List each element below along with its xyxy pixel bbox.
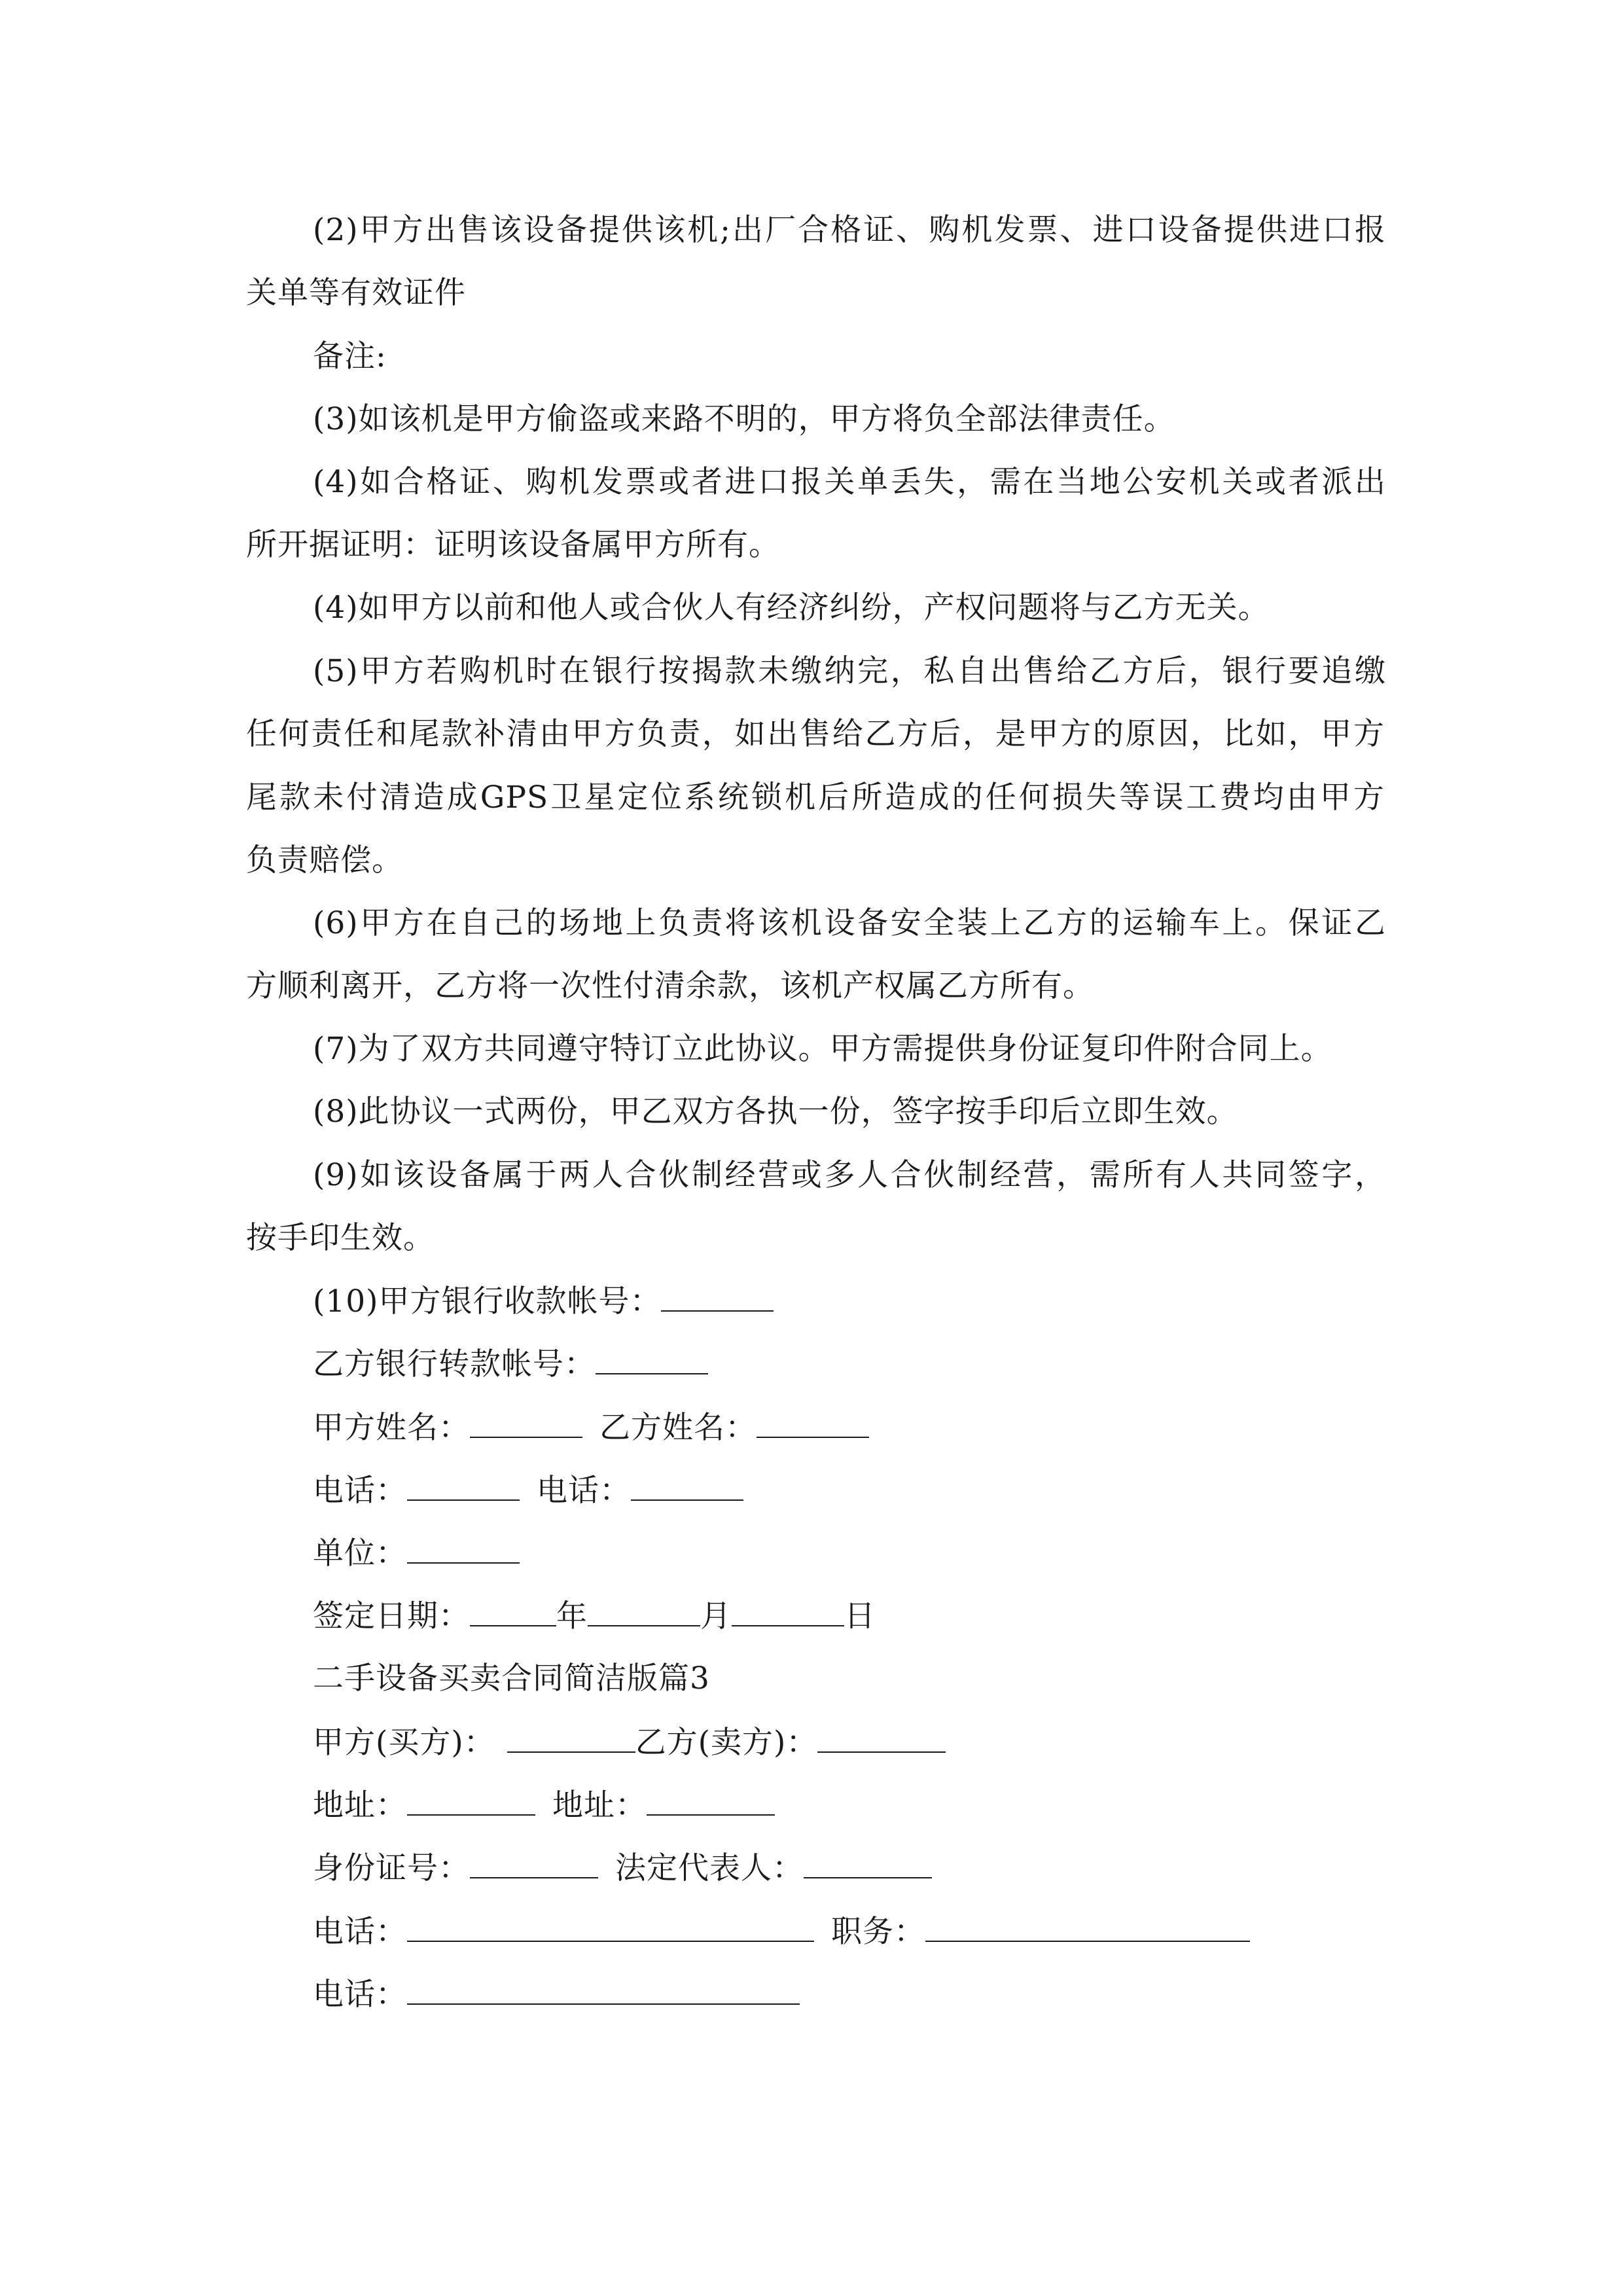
section3-phone-2-label: 电话： [313, 1977, 407, 2013]
position-label: 职务： [831, 1914, 925, 1950]
legal-rep-blank[interactable] [804, 1848, 932, 1878]
day-label: 日 [844, 1598, 876, 1634]
clause-4a-line-2: 所开据证明：证明该设备属甲方所有。 [246, 527, 780, 563]
clause-5-line-3: 尾款未付清造成GPS卫星定位系统锁机后所造成的任何损失等误工费均由甲方 [246, 780, 1385, 816]
party-a-buyer-label: 甲方(买方)： [313, 1725, 495, 1761]
id-number-blank[interactable] [470, 1848, 598, 1878]
clause-5-line-4: 负责赔偿。 [246, 842, 403, 878]
sign-year-blank[interactable] [470, 1596, 556, 1626]
phones-row [313, 1471, 1386, 1510]
party-b-name-blank[interactable] [757, 1408, 869, 1438]
party-b-name-label: 乙方姓名： [599, 1410, 757, 1446]
party-names-row [313, 1408, 1386, 1447]
party-b-bank-account-blank[interactable] [596, 1344, 708, 1374]
clause-2-line-2: 关单等有效证件 [246, 275, 466, 311]
phone-2-label: 电话： [537, 1473, 631, 1509]
section3-phone-1-blank[interactable] [407, 1912, 814, 1942]
clause-9-line-1: (9)如该设备属于两人合伙制经营或多人合伙制经营，需所有人共同签字， [313, 1157, 1386, 1193]
phone-2-row [313, 1975, 1386, 2014]
phone-1-blank[interactable] [407, 1471, 520, 1501]
party-b-seller-blank[interactable] [817, 1723, 946, 1753]
address-2-blank[interactable] [647, 1785, 775, 1816]
party-b-bank-account-label: 乙方银行转款帐号： [313, 1346, 596, 1382]
clause-4a-line-1: (4)如合格证、购机发票或者进口报关单丢失，需在当地公安机关或者派出 [313, 464, 1386, 500]
section3-phone-1-label: 电话： [313, 1914, 407, 1950]
parties-row [313, 1723, 1386, 1762]
party-a-bank-account-blank[interactable] [661, 1282, 774, 1312]
clause-6-line-2: 方顺利离开，乙方将一次性付清余款，该机产权属乙方所有。 [246, 968, 1094, 1004]
addresses-row [313, 1785, 1386, 1825]
clause-4b: (4)如甲方以前和他人或合伙人有经济纠纷，产权问题将与乙方无关。 [313, 590, 1270, 626]
clause-8: (8)此协议一式两份，甲乙双方各执一份，签字按手印后立即生效。 [313, 1094, 1238, 1130]
id-rep-row [313, 1848, 1386, 1888]
unit-label: 单位： [313, 1535, 407, 1571]
address-2-label: 地址： [552, 1787, 647, 1823]
month-label: 月 [700, 1598, 732, 1634]
clause-5-line-2: 任何责任和尾款补清由甲方负责，如出售给乙方后，是甲方的原因，比如，甲方 [246, 716, 1385, 752]
id-number-label: 身份证号： [313, 1850, 470, 1886]
party-a-bank-account-label: (10)甲方银行收款帐号： [313, 1283, 662, 1319]
sign-date-row [313, 1596, 1386, 1636]
address-1-label: 地址： [313, 1787, 407, 1823]
party-a-name-label: 甲方姓名： [313, 1410, 470, 1446]
sign-date-label: 签定日期： [313, 1598, 470, 1634]
clause-2-line-1: (2)甲方出售该设备提供该机;出厂合格证、购机发票、进口设备提供进口报 [313, 212, 1386, 248]
clause-3: (3)如该机是甲方偷盗或来路不明的，甲方将负全部法律责任。 [313, 401, 1175, 437]
party-b-seller-label: 乙方(卖方)： [635, 1725, 818, 1761]
clause-5-line-1: (5)甲方若购机时在银行按揭款未缴纳完，私自出售给乙方后，银行要追缴 [313, 653, 1386, 689]
section-3-title: 二手设备买卖合同简洁版篇3 [313, 1660, 710, 1696]
sign-month-blank[interactable] [588, 1596, 700, 1626]
legal-rep-label: 法定代表人： [615, 1850, 804, 1886]
party-a-bank-account-row [313, 1282, 1386, 1321]
party-a-buyer-blank[interactable] [507, 1723, 635, 1753]
phone-position-row [313, 1912, 1386, 1951]
position-blank[interactable] [925, 1912, 1250, 1942]
phone-1-label: 电话： [313, 1473, 407, 1509]
unit-row [313, 1534, 1386, 1573]
section3-phone-2-blank[interactable] [407, 1975, 800, 2005]
phone-2-blank[interactable] [631, 1471, 743, 1501]
sign-day-blank[interactable] [732, 1596, 844, 1626]
unit-blank[interactable] [407, 1534, 520, 1564]
party-b-bank-account-row [313, 1344, 1386, 1384]
clause-6-line-1: (6)甲方在自己的场地上负责将该机设备安全装上乙方的运输车上。保证乙 [313, 905, 1386, 941]
note-label: 备注: [313, 338, 387, 374]
year-label: 年 [556, 1598, 588, 1634]
party-a-name-blank[interactable] [470, 1408, 582, 1438]
clause-7: (7)为了双方共同遵守特订立此协议。甲方需提供身份证复印件附合同上。 [313, 1031, 1332, 1067]
address-1-blank[interactable] [407, 1785, 535, 1816]
clause-9-line-2: 按手印生效。 [246, 1220, 435, 1256]
